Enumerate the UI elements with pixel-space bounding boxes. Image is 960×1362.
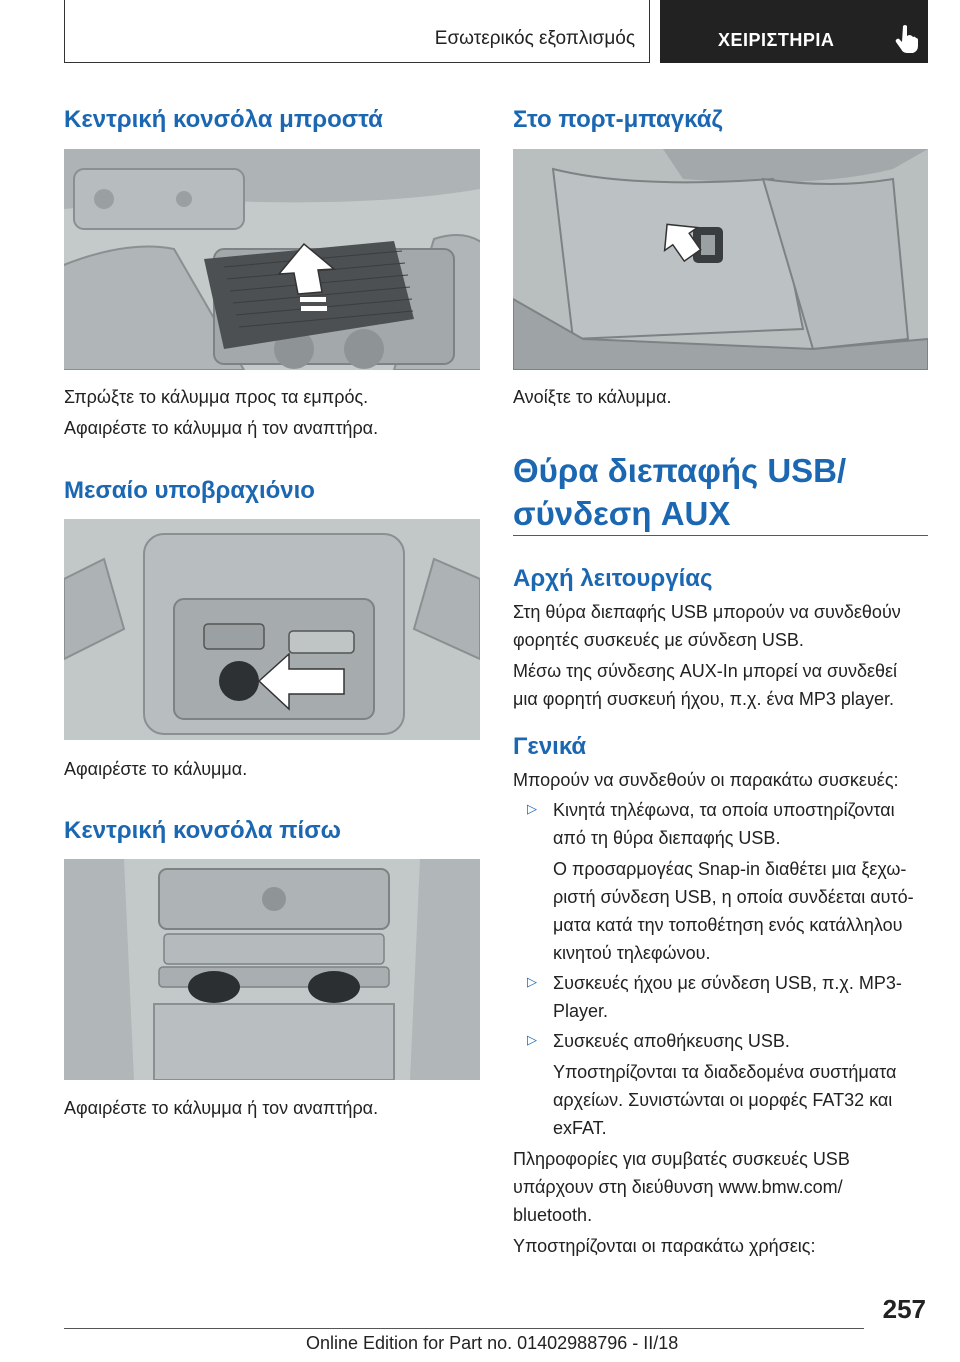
footer-rule bbox=[64, 1328, 864, 1329]
header-manual-tab[interactable] bbox=[660, 0, 928, 63]
front-console-photo bbox=[64, 149, 480, 370]
bullet-2-line-1: Συσκευές ήχου με σύνδεση USB, π.χ. MP3- bbox=[553, 973, 902, 993]
rear-console-photo bbox=[64, 859, 480, 1080]
bullet-1-sub-1: Ο προσαρμογέας Snap-in διαθέτει μια ξεχω- bbox=[553, 859, 907, 879]
supported-uses: Υποστηρίζονται οι παρακάτω χρήσεις: bbox=[513, 1236, 816, 1256]
bullet-1-sub-2: ριστή σύνδεση USB, η οποία συνδέεται αυτό- bbox=[553, 887, 914, 907]
header-section-title: Εσωτερικός εξοπλισμός bbox=[434, 28, 635, 49]
general-intro: Μπορούν να συνδεθούν οι παρακάτω συσκευές: bbox=[513, 770, 899, 790]
principle-line-2: φορητές συσκευές με σύνδεση USB. bbox=[513, 630, 804, 650]
section-title-principle: Αρχή λειτουργίας bbox=[513, 565, 713, 592]
bullet-1-line-1: Κινητά τηλέφωνα, τα οποία υποστηρίζονται bbox=[553, 800, 895, 820]
principle-line-1: Στη θύρα διεπαφής USB μπορούν να συνδεθούν bbox=[513, 602, 901, 622]
section-title-armrest: Μεσαίο υποβραχιόνιο bbox=[64, 477, 315, 504]
bullet-3-sub-2: αρχείων. Συνιστώνται οι μορφές FAT32 και bbox=[553, 1090, 893, 1110]
bullet-1-line-2: από τη θύρα διεπαφής USB. bbox=[553, 828, 781, 848]
front-console-text-2: Αφαιρέστε το κάλυμμα ή τον αναπτήρα. bbox=[64, 418, 379, 438]
armrest-photo bbox=[64, 519, 480, 740]
bullet-marker-3: ▷ bbox=[527, 1032, 537, 1047]
main-title-line-2: σύνδεση AUX bbox=[513, 495, 731, 532]
main-title-line-1: Θύρα διεπαφής USB/ bbox=[513, 452, 847, 489]
header-manual-label: ΧΕΙΡΙΣΤΗΡΙΑ bbox=[718, 30, 835, 50]
bullet-marker-1: ▷ bbox=[527, 801, 537, 816]
section-title-general: Γενικά bbox=[513, 733, 587, 760]
info-line-2: υπάρχουν στη διεύθυνση www.bmw.com/ bbox=[513, 1177, 843, 1197]
bullet-3-sub-3: exFAT. bbox=[553, 1118, 607, 1138]
hand-pointer-icon bbox=[894, 24, 920, 54]
section-title-rear-console: Κεντρική κονσόλα πίσω bbox=[64, 817, 341, 844]
header-section-box bbox=[64, 0, 650, 63]
bullet-1-sub-3: ματα κατά την τοποθέτηση ενός κατάλληλου bbox=[553, 915, 903, 935]
principle-line-3: Μέσω της σύνδεσης AUX-In μπορεί να συνδεθεί bbox=[513, 661, 898, 681]
footer-edition: Online Edition for Part no. 01402988796 - II/18 bbox=[306, 1333, 679, 1353]
trunk-text-1: Ανοίξτε το κάλυμμα. bbox=[513, 387, 672, 407]
trunk-photo bbox=[513, 149, 928, 370]
section-title-trunk: Στο πορτ-μπαγκάζ bbox=[513, 106, 723, 133]
section-title-front-console: Κεντρική κονσόλα μπροστά bbox=[64, 106, 383, 133]
info-line-1: Πληροφορίες για συμβατές συσκευές USB bbox=[513, 1149, 850, 1169]
title-underline bbox=[513, 535, 928, 536]
rear-console-text-1: Αφαιρέστε το κάλυμμα ή τον αναπτήρα. bbox=[64, 1098, 379, 1118]
bullet-3-line-1: Συσκευές αποθήκευσης USB. bbox=[553, 1031, 790, 1051]
armrest-text-1: Αφαιρέστε το κάλυμμα. bbox=[64, 759, 248, 779]
info-line-3: bluetooth. bbox=[513, 1205, 593, 1225]
bullet-marker-2: ▷ bbox=[527, 974, 537, 989]
front-console-text-1: Σπρώξτε το κάλυμμα προς τα εμπρός. bbox=[64, 387, 369, 407]
bullet-2-line-2: Player. bbox=[553, 1001, 609, 1021]
bullet-3-sub-1: Υποστηρίζονται τα διαδεδομένα συστήματα bbox=[553, 1062, 897, 1082]
bullet-1-sub-4: κινητού τηλεφώνου. bbox=[553, 943, 711, 963]
principle-line-4: μια φορητή συσκευή ήχου, π.χ. ένα MP3 player. bbox=[513, 689, 894, 709]
page-number: 257 bbox=[882, 1294, 926, 1324]
